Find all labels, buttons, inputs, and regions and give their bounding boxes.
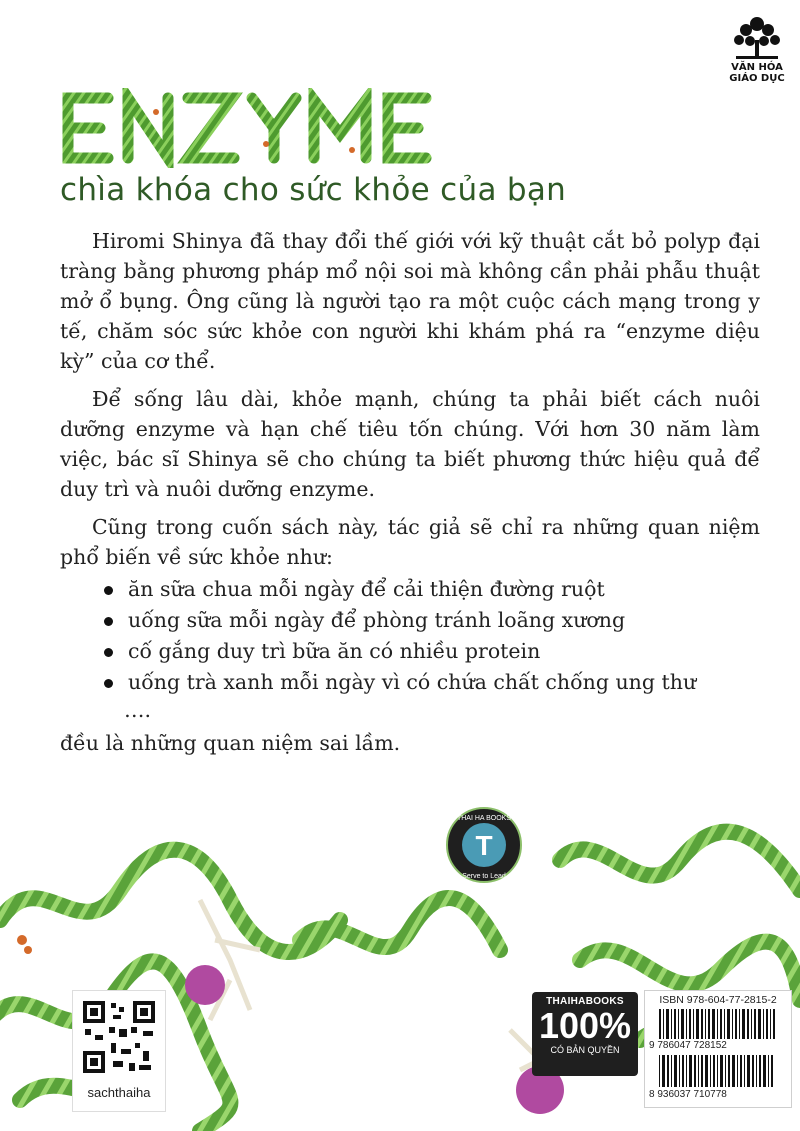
bullet-icon — [104, 617, 113, 626]
svg-text:THAI HA BOOKS: THAI HA BOOKS — [456, 815, 512, 822]
barcode-bars-bottom — [645, 1055, 791, 1087]
barcode-number-1: 9 786047 728152 — [649, 1040, 727, 1051]
description — [60, 226, 760, 766]
paragraph: Cũng trong cuốn sách này, tác giả sẽ chỉ ra những quan niệm phổ biến về sức khỏe như: — [60, 515, 760, 569]
svg-text:Serve to Lead: Serve to Lead — [462, 873, 506, 880]
list-item: ăn sữa chua mỗi ngày để cải thiện đường ruột — [60, 574, 760, 605]
ellipsis: …. — [124, 698, 152, 722]
conclusion: đều là những quan niệm sai lầm. — [60, 731, 401, 755]
seal-note: CÓ BẢN QUYỀN — [550, 1045, 620, 1055]
barcode-number-2: 8 936037 710778 — [649, 1089, 727, 1100]
qr-code[interactable] — [72, 990, 166, 1112]
barcode-bars-top — [645, 1009, 791, 1039]
bullet-icon — [104, 648, 113, 657]
list-item: uống trà xanh mỗi ngày vì có chứa chất chống ung thư — [60, 667, 760, 698]
paragraph: Để sống lâu dài, khỏe mạnh, chúng ta phải biết cách nuôi dưỡng enzyme và hạn chế tiêu tốn chúng. Với hơn 30 năm làm việc, bác sĩ Shinya sẽ cho chúng ta biết phương thức hiệu quả để duy trì và nuôi dưỡng enzyme. — [60, 387, 760, 501]
tree-icon — [728, 14, 786, 62]
list-item: cố gắng duy trì bữa ăn có nhiều protein — [60, 636, 760, 667]
bullet-icon — [104, 679, 113, 688]
thaiha-badge — [445, 806, 523, 884]
title-text: ENZYME — [56, 88, 61, 89]
isbn-text: ISBN 978-604-77-2815-2 — [659, 994, 777, 1006]
bullet-icon — [104, 586, 113, 595]
seal-brand: THAIHABOOKS — [546, 996, 624, 1007]
subtitle: chìa khóa cho sức khỏe của bạn — [60, 172, 567, 208]
paragraph: Hiromi Shinya đã thay đổi thế giới với kỹ thuật cắt bỏ polyp đại tràng bằng phương pháp mổ nội soi mà không cần phải phẫu thuật mở ổ bụng. Ông cũng là người tạo ra một cuộc cách mạng trong y tế, chăm sóc sức khỏe con người khi khám phá ra “enzyme diệu kỳ” của cơ thể. — [60, 229, 760, 373]
qr-icon — [73, 991, 165, 1083]
publisher-logo — [722, 14, 792, 104]
publisher-name: VĂN HÓA GIÁO DỤC — [729, 62, 785, 84]
svg-text:T: T — [475, 830, 493, 861]
copyright-seal — [532, 992, 638, 1076]
seal-percent: 100% — [538, 1005, 632, 1046]
barcode — [644, 990, 792, 1108]
qr-label: sachthaiha — [87, 1085, 151, 1100]
book-title — [56, 88, 456, 168]
bullet-list — [60, 574, 760, 698]
list-item: uống sữa mỗi ngày để phòng tránh loãng xương — [60, 605, 760, 636]
